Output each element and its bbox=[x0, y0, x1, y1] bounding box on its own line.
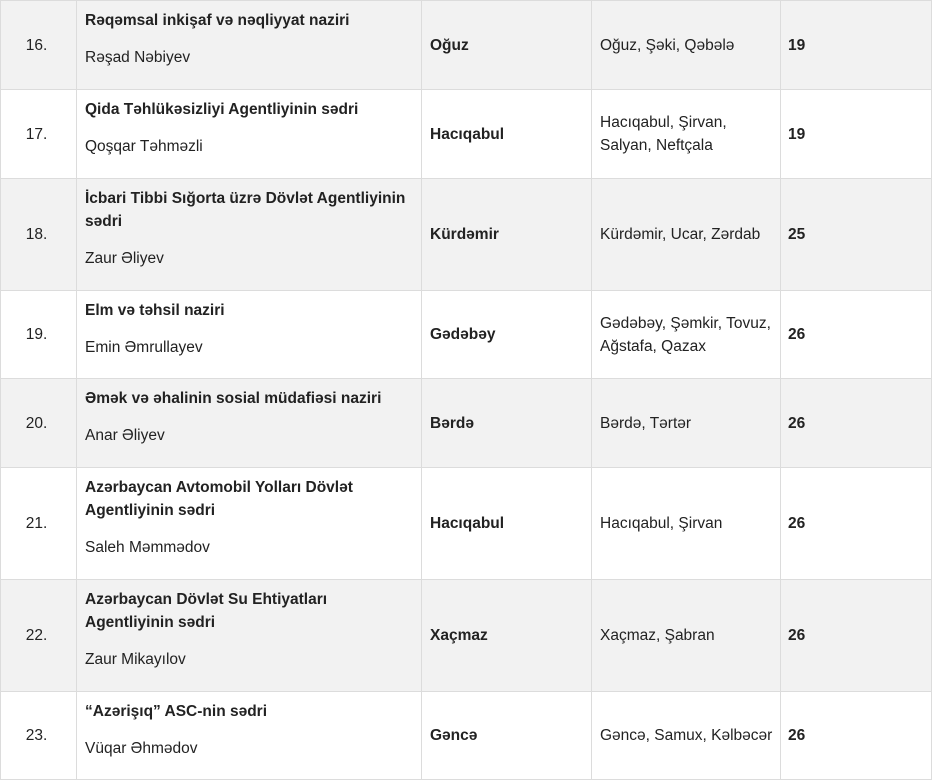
position-title: Azərbaycan Avtomobil Yolları Dövlət Agentliyinin sədri bbox=[85, 479, 353, 519]
row-number: 18. bbox=[1, 179, 77, 291]
district-cell: Hacıqabul bbox=[422, 468, 592, 580]
official-name: Zaur Əliyev bbox=[85, 250, 164, 267]
area-cell: Hacıqabul, Şirvan bbox=[592, 468, 781, 580]
row-number: 22. bbox=[1, 580, 77, 692]
count-cell: 26 bbox=[781, 580, 932, 692]
count-cell: 26 bbox=[781, 291, 932, 379]
position-cell bbox=[77, 291, 422, 379]
count-cell: 26 bbox=[781, 379, 932, 468]
official-name: Rəşad Nəbiyev bbox=[85, 49, 191, 66]
district-cell: Oğuz bbox=[422, 1, 592, 90]
district-cell: Bərdə bbox=[422, 379, 592, 468]
table-row bbox=[1, 468, 932, 580]
official-name: Vüqar Əhmədov bbox=[85, 740, 198, 757]
table-row bbox=[1, 90, 932, 179]
official-name: Qoşqar Təhməzli bbox=[85, 138, 203, 155]
position-cell bbox=[77, 692, 422, 780]
table-row bbox=[1, 580, 932, 692]
position-cell bbox=[77, 379, 422, 468]
position-cell bbox=[77, 1, 422, 90]
area-cell: Gəncə, Samux, Kəlbəcər bbox=[592, 692, 781, 780]
position-title: Qida Təhlükəsizliyi Agentliyinin sədri bbox=[85, 101, 359, 118]
district-cell: Hacıqabul bbox=[422, 90, 592, 179]
position-title: Əmək və əhalinin sosial müdafiəsi naziri bbox=[85, 390, 382, 407]
count-cell: 19 bbox=[781, 90, 932, 179]
position-cell bbox=[77, 179, 422, 291]
position-title: “Azərişıq” ASC-nin sədri bbox=[85, 703, 268, 720]
table-row bbox=[1, 291, 932, 379]
area-cell: Gədəbəy, Şəmkir, Tovuz, Ağstafa, Qazax bbox=[592, 291, 781, 379]
count-cell: 26 bbox=[781, 692, 932, 780]
row-number: 21. bbox=[1, 468, 77, 580]
count-cell: 19 bbox=[781, 1, 932, 90]
position-title: İcbari Tibbi Sığorta üzrə Dövlət Agentliyinin sədri bbox=[85, 190, 406, 230]
table-row bbox=[1, 1, 932, 90]
row-number: 23. bbox=[1, 692, 77, 780]
position-title: Elm və təhsil naziri bbox=[85, 302, 225, 319]
district-cell: Gəncə bbox=[422, 692, 592, 780]
row-number: 19. bbox=[1, 291, 77, 379]
district-cell: Kürdəmir bbox=[422, 179, 592, 291]
row-number: 16. bbox=[1, 1, 77, 90]
position-cell bbox=[77, 468, 422, 580]
position-cell bbox=[77, 580, 422, 692]
official-name: Anar Əliyev bbox=[85, 427, 165, 444]
row-number: 20. bbox=[1, 379, 77, 468]
area-cell: Kürdəmir, Ucar, Zərdab bbox=[592, 179, 781, 291]
position-title: Azərbaycan Dövlət Su Ehtiyatları Agentliyinin sədri bbox=[85, 591, 328, 631]
table-row bbox=[1, 379, 932, 468]
official-name: Emin Əmrullayev bbox=[85, 339, 203, 356]
official-name: Saleh Məmmədov bbox=[85, 539, 210, 556]
position-title: Rəqəmsal inkişaf və nəqliyyat naziri bbox=[85, 12, 350, 29]
count-cell: 25 bbox=[781, 179, 932, 291]
area-cell: Oğuz, Şəki, Qəbələ bbox=[592, 1, 781, 90]
area-cell: Xaçmaz, Şabran bbox=[592, 580, 781, 692]
official-name: Zaur Mikayılov bbox=[85, 651, 186, 668]
table-row bbox=[1, 179, 932, 291]
position-cell bbox=[77, 90, 422, 179]
district-cell: Gədəbəy bbox=[422, 291, 592, 379]
row-number: 17. bbox=[1, 90, 77, 179]
area-cell: Hacıqabul, Şirvan, Salyan, Neftçala bbox=[592, 90, 781, 179]
table-row bbox=[1, 692, 932, 780]
area-cell: Bərdə, Tərtər bbox=[592, 379, 781, 468]
district-cell: Xaçmaz bbox=[422, 580, 592, 692]
count-cell: 26 bbox=[781, 468, 932, 580]
